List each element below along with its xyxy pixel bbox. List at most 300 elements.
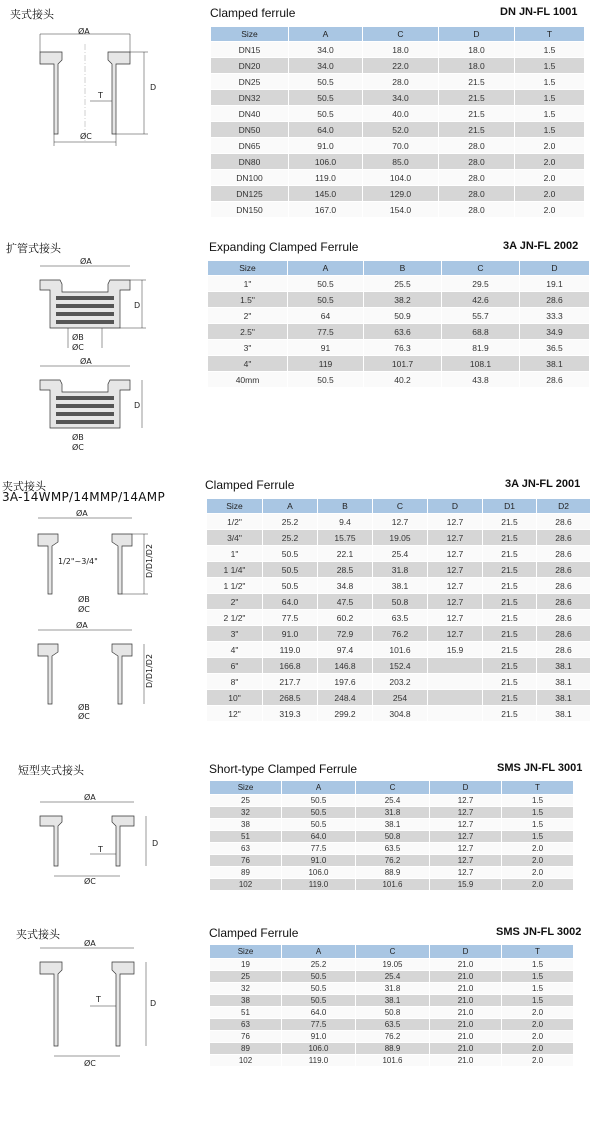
table-cell: 50.5 xyxy=(282,819,356,831)
table-cell: 25.2 xyxy=(263,514,318,530)
table-cell: 63 xyxy=(210,1019,282,1031)
table-cell: 8" xyxy=(207,674,263,690)
svg-text:ØA: ØA xyxy=(76,509,88,518)
table-cell: 72.9 xyxy=(318,626,373,642)
section4-title: Short-type Clamped Ferrule xyxy=(209,762,358,776)
col-header: Size xyxy=(211,27,289,42)
table-cell: 50.5 xyxy=(289,74,363,90)
table-cell: 101.6 xyxy=(373,642,428,658)
table-cell: 21.5 xyxy=(483,514,537,530)
table-cell: 21.5 xyxy=(483,674,537,690)
table-cell: 63.5 xyxy=(356,1019,430,1031)
table-cell: 21.5 xyxy=(439,122,515,138)
table-cell: 91.0 xyxy=(282,855,356,867)
table-cell: 81.9 xyxy=(442,340,520,356)
col-header: C xyxy=(442,261,520,276)
table-cell: DN20 xyxy=(211,58,289,74)
table-cell: 38.1 xyxy=(356,995,430,1007)
table-cell: 77.5 xyxy=(282,843,356,855)
table-cell: 12.7 xyxy=(430,867,502,879)
table-cell: 15.9 xyxy=(428,642,483,658)
col-header: D xyxy=(439,27,515,42)
table-cell: 55.7 xyxy=(442,308,520,324)
table-cell: 21.0 xyxy=(430,1031,502,1043)
table-cell: 21.5 xyxy=(483,530,537,546)
table-cell xyxy=(428,690,483,706)
section1-cn-title: 夹式接头 xyxy=(10,8,54,21)
table-cell: 1.5 xyxy=(502,807,574,819)
table-row xyxy=(211,106,585,122)
col-header: D xyxy=(430,781,502,795)
col-header: D xyxy=(430,945,502,959)
table-cell: 12.7 xyxy=(428,578,483,594)
table-cell: 50.5 xyxy=(288,372,364,388)
table-cell: 1.5 xyxy=(502,995,574,1007)
table-row xyxy=(208,276,590,292)
table-cell: 50.5 xyxy=(282,983,356,995)
table-cell: 28.6 xyxy=(537,514,591,530)
table-cell: 2.0 xyxy=(515,186,585,202)
table-cell: 18.0 xyxy=(439,42,515,58)
table-cell: 10" xyxy=(207,690,263,706)
table-cell: 88.9 xyxy=(356,867,430,879)
table-cell: 70.0 xyxy=(363,138,439,154)
table-cell: 38.1 xyxy=(537,658,591,674)
svg-text:D: D xyxy=(152,839,159,848)
table-row xyxy=(211,202,585,218)
table-cell: 25.4 xyxy=(356,795,430,807)
section1-title: Clamped ferrule xyxy=(210,6,296,20)
col-header: A xyxy=(282,781,356,795)
table-cell: 152.4 xyxy=(373,658,428,674)
table-cell: 33.3 xyxy=(520,308,590,324)
table-cell: 28.6 xyxy=(537,530,591,546)
table-row xyxy=(211,154,585,170)
table-cell: 63.5 xyxy=(373,610,428,626)
table-cell: 28.6 xyxy=(537,642,591,658)
table-cell: 6" xyxy=(207,658,263,674)
table-cell: 3" xyxy=(207,626,263,642)
section3-cn-subtitle: 3A-14WMP/14MMP/14AMP xyxy=(2,490,166,504)
table-cell: 68.8 xyxy=(442,324,520,340)
table-cell: 21.5 xyxy=(483,610,537,626)
table-header-row xyxy=(210,781,574,795)
dim-t-label: T xyxy=(98,91,103,100)
table-cell: 12.7 xyxy=(430,843,502,855)
table-cell: 97.4 xyxy=(318,642,373,658)
table-row xyxy=(208,372,590,388)
table-cell: 101.7 xyxy=(364,356,442,372)
table-cell xyxy=(428,706,483,722)
col-header: C xyxy=(356,945,430,959)
table-cell: 1.5 xyxy=(515,122,585,138)
table-cell: 2.0 xyxy=(502,1043,574,1055)
table-cell: 88.9 xyxy=(356,1043,430,1055)
section4-code: SMS JN-FL 3001 xyxy=(497,762,583,774)
table-cell: 319.3 xyxy=(263,706,318,722)
table-cell: 50.8 xyxy=(373,594,428,610)
table-cell: 38 xyxy=(210,819,282,831)
table-cell: 91.0 xyxy=(282,1031,356,1043)
table-cell: 77.5 xyxy=(288,324,364,340)
table-row xyxy=(211,74,585,90)
table-cell: 76.3 xyxy=(364,340,442,356)
table-cell: 47.5 xyxy=(318,594,373,610)
section4-cn-title: 短型夹式接头 xyxy=(18,764,84,777)
table-cell: 28.5 xyxy=(318,562,373,578)
table-header-row xyxy=(210,945,574,959)
table-cell: 28.0 xyxy=(439,186,515,202)
section4-table xyxy=(209,780,574,891)
svg-text:ØA: ØA xyxy=(80,257,92,266)
table-row xyxy=(208,340,590,356)
table-header-row xyxy=(207,499,591,514)
table-cell: 21.0 xyxy=(430,971,502,983)
table-cell: 50.8 xyxy=(356,1007,430,1019)
svg-text:ØB: ØB xyxy=(72,433,84,442)
table-cell: 12" xyxy=(207,706,263,722)
table-cell: 76.2 xyxy=(356,1031,430,1043)
col-header: D2 xyxy=(537,499,591,514)
svg-text:ØB: ØB xyxy=(78,595,90,604)
table-cell: 119.0 xyxy=(282,1055,356,1067)
col-header: D xyxy=(428,499,483,514)
table-row xyxy=(210,855,574,867)
table-cell: 1.5 xyxy=(515,90,585,106)
table-row xyxy=(208,324,590,340)
table-cell: 76 xyxy=(210,855,282,867)
table-cell: 38.1 xyxy=(537,706,591,722)
table-cell: 2.0 xyxy=(515,202,585,218)
table-row xyxy=(210,971,574,983)
table-cell: 304.8 xyxy=(373,706,428,722)
table-cell: 203.2 xyxy=(373,674,428,690)
svg-text:ØC: ØC xyxy=(72,443,84,452)
table-cell: 12.7 xyxy=(430,831,502,843)
table-cell: 21.5 xyxy=(439,106,515,122)
table-cell: 76 xyxy=(210,1031,282,1043)
table-cell: 19.05 xyxy=(373,530,428,546)
table-cell: 31.8 xyxy=(356,983,430,995)
table-cell: 21.0 xyxy=(430,995,502,1007)
table-cell: 1.5 xyxy=(515,58,585,74)
table-row xyxy=(207,626,591,642)
table-row xyxy=(211,170,585,186)
table-cell: 101.6 xyxy=(356,879,430,891)
col-header: D1 xyxy=(483,499,537,514)
table-cell: 15.9 xyxy=(430,879,502,891)
table-cell: 64.0 xyxy=(282,831,356,843)
table-cell: 50.5 xyxy=(282,795,356,807)
svg-text:ØC: ØC xyxy=(84,877,96,886)
table-cell: 22.0 xyxy=(363,58,439,74)
col-header: C xyxy=(356,781,430,795)
table-cell: 119.0 xyxy=(263,642,318,658)
table-row xyxy=(210,807,574,819)
table-cell: 12.7 xyxy=(430,795,502,807)
table-cell: 50.5 xyxy=(282,971,356,983)
table-cell: 12.7 xyxy=(428,626,483,642)
table-cell: 154.0 xyxy=(363,202,439,218)
table-cell: 22.1 xyxy=(318,546,373,562)
table-cell: 38.2 xyxy=(364,292,442,308)
table-cell: 119.0 xyxy=(289,170,363,186)
table-cell: 91.0 xyxy=(289,138,363,154)
section5-cn-title: 夹式接头 xyxy=(16,928,60,941)
table-cell: 34.9 xyxy=(520,324,590,340)
table-cell: 50.5 xyxy=(263,546,318,562)
table-cell: 64.0 xyxy=(282,1007,356,1019)
table-cell: 40.2 xyxy=(364,372,442,388)
table-cell: 9.4 xyxy=(318,514,373,530)
table-cell: 63.6 xyxy=(364,324,442,340)
table-cell: 91 xyxy=(288,340,364,356)
table-cell: 89 xyxy=(210,1043,282,1055)
table-cell: 50.5 xyxy=(282,807,356,819)
table-cell: DN50 xyxy=(211,122,289,138)
table-row xyxy=(210,843,574,855)
table-cell: 2.0 xyxy=(502,855,574,867)
table-cell: 28.6 xyxy=(520,292,590,308)
col-header: B xyxy=(318,499,373,514)
svg-text:1/2"~3/4": 1/2"~3/4" xyxy=(58,557,98,566)
table-header-row xyxy=(208,261,590,276)
svg-text:ØC: ØC xyxy=(72,343,84,352)
table-cell: 3/4" xyxy=(207,530,263,546)
dim-a-label: ØA xyxy=(78,27,90,36)
table-cell: 38.1 xyxy=(520,356,590,372)
section2-code: 3A JN-FL 2002 xyxy=(503,240,579,252)
expanding-ferrule-bottom xyxy=(40,356,142,452)
table-row xyxy=(211,122,585,138)
table-cell: 167.0 xyxy=(289,202,363,218)
section5-drawing xyxy=(30,936,180,1076)
table-cell: 50.5 xyxy=(263,578,318,594)
table-cell: 2.0 xyxy=(502,1007,574,1019)
table-cell: 217.7 xyxy=(263,674,318,690)
table-cell: 12.7 xyxy=(430,807,502,819)
table-cell: 1.5 xyxy=(515,106,585,122)
svg-text:ØA: ØA xyxy=(76,621,88,630)
section5-code: SMS JN-FL 3002 xyxy=(496,926,582,938)
table-cell: 119.0 xyxy=(282,879,356,891)
table-row xyxy=(210,819,574,831)
table-row xyxy=(210,1019,574,1031)
table-cell: 2.0 xyxy=(502,1019,574,1031)
table-cell: 2.0 xyxy=(502,1031,574,1043)
table-cell: 254 xyxy=(373,690,428,706)
section1-drawing xyxy=(30,22,180,152)
table-cell: 38.1 xyxy=(373,578,428,594)
table-cell: 34.8 xyxy=(318,578,373,594)
table-cell: 102 xyxy=(210,879,282,891)
table-cell: 12.7 xyxy=(428,610,483,626)
table-cell: 64.0 xyxy=(289,122,363,138)
table-cell: 1.5 xyxy=(502,819,574,831)
table-cell: 77.5 xyxy=(263,610,318,626)
table-cell: 21.5 xyxy=(483,594,537,610)
table-cell xyxy=(428,674,483,690)
table-cell: 197.6 xyxy=(318,674,373,690)
table-cell: 166.8 xyxy=(263,658,318,674)
table-cell: 32 xyxy=(210,983,282,995)
table-row xyxy=(211,186,585,202)
svg-text:T: T xyxy=(98,845,103,854)
section4-drawing xyxy=(30,790,180,890)
section2-title: Expanding Clamped Ferrule xyxy=(209,240,359,254)
table-cell: 12.7 xyxy=(373,514,428,530)
table-cell: 89 xyxy=(210,867,282,879)
table-row xyxy=(207,562,591,578)
table-cell: 106.0 xyxy=(289,154,363,170)
table-cell: 21.5 xyxy=(439,74,515,90)
svg-text:T: T xyxy=(96,995,101,1004)
section3-drawing xyxy=(28,508,188,720)
svg-text:ØA: ØA xyxy=(84,793,96,802)
table-cell: 146.8 xyxy=(318,658,373,674)
table-row xyxy=(211,42,585,58)
table-cell: 28.0 xyxy=(439,138,515,154)
table-cell: 38.1 xyxy=(537,690,591,706)
section2-table xyxy=(207,260,590,388)
col-header: A xyxy=(288,261,364,276)
table-cell: 76.2 xyxy=(356,855,430,867)
table-cell: 19 xyxy=(210,959,282,971)
col-header: A xyxy=(263,499,318,514)
table-cell: 1.5 xyxy=(515,42,585,58)
table-cell: 1.5 xyxy=(502,959,574,971)
table-cell: 25 xyxy=(210,795,282,807)
table-cell: 42.6 xyxy=(442,292,520,308)
table-cell: 32 xyxy=(210,807,282,819)
table-cell: 25.4 xyxy=(373,546,428,562)
table-cell: 91.0 xyxy=(263,626,318,642)
table-cell: 129.0 xyxy=(363,186,439,202)
table-row xyxy=(210,879,574,891)
col-header: Size xyxy=(208,261,288,276)
table-cell: 108.1 xyxy=(442,356,520,372)
svg-text:D/D1/D2: D/D1/D2 xyxy=(145,543,154,578)
table-cell: 50.8 xyxy=(356,831,430,843)
table-cell: 21.5 xyxy=(483,562,537,578)
table-row xyxy=(207,706,591,722)
table-cell: 85.0 xyxy=(363,154,439,170)
svg-text:D: D xyxy=(134,401,141,410)
table-cell: 31.8 xyxy=(373,562,428,578)
table-cell: 12.7 xyxy=(428,514,483,530)
table-cell: 2 1/2" xyxy=(207,610,263,626)
svg-text:D/D1/D2: D/D1/D2 xyxy=(145,653,154,688)
table-row xyxy=(211,90,585,106)
col-header: A xyxy=(282,945,356,959)
col-header: T xyxy=(502,945,574,959)
table-cell: 50.9 xyxy=(364,308,442,324)
section2-cn-title: 扩管式接头 xyxy=(6,242,61,255)
section3-cn-title: 夹式接头 xyxy=(2,480,46,493)
table-cell: 21.0 xyxy=(430,983,502,995)
table-cell: 64 xyxy=(288,308,364,324)
table-cell: 2.5" xyxy=(208,324,288,340)
col-header: C xyxy=(363,27,439,42)
table-header-row xyxy=(211,27,585,42)
table-cell: DN65 xyxy=(211,138,289,154)
table-cell: 38.1 xyxy=(356,819,430,831)
table-row xyxy=(208,292,590,308)
table-cell: 50.5 xyxy=(288,276,364,292)
table-cell: 12.7 xyxy=(428,562,483,578)
col-header: B xyxy=(364,261,442,276)
table-cell: 34.0 xyxy=(289,58,363,74)
table-cell: 50.5 xyxy=(282,995,356,1007)
dim-d-label: D xyxy=(150,83,157,92)
table-cell: 28.6 xyxy=(537,594,591,610)
table-cell: 21.5 xyxy=(483,546,537,562)
table-cell: 248.4 xyxy=(318,690,373,706)
table-cell: 34.0 xyxy=(289,42,363,58)
section3-title: Clamped Ferrule xyxy=(205,478,295,492)
table-cell: 21.5 xyxy=(483,658,537,674)
table-cell: 31.8 xyxy=(356,807,430,819)
table-cell: 21.0 xyxy=(430,1007,502,1019)
table-row xyxy=(211,58,585,74)
table-cell: 1" xyxy=(208,276,288,292)
table-cell: 268.5 xyxy=(263,690,318,706)
svg-text:D: D xyxy=(134,301,141,310)
table-cell: 50.5 xyxy=(288,292,364,308)
table-cell: 21.0 xyxy=(430,1055,502,1067)
table-cell: 40.0 xyxy=(363,106,439,122)
section5-table xyxy=(209,944,574,1067)
table-cell: 38.1 xyxy=(537,674,591,690)
table-cell: 21.5 xyxy=(483,690,537,706)
table-cell: 15.75 xyxy=(318,530,373,546)
table-cell: DN80 xyxy=(211,154,289,170)
table-row xyxy=(210,983,574,995)
table-cell: 51 xyxy=(210,831,282,843)
table-cell: 12.7 xyxy=(428,594,483,610)
table-cell: 4" xyxy=(208,356,288,372)
table-cell: 36.5 xyxy=(520,340,590,356)
table-row xyxy=(207,690,591,706)
table-cell: 50.5 xyxy=(289,90,363,106)
table-cell: 63 xyxy=(210,843,282,855)
table-cell: 101.6 xyxy=(356,1055,430,1067)
table-row xyxy=(210,959,574,971)
table-cell: 76.2 xyxy=(373,626,428,642)
clamped-ferrule-b xyxy=(38,620,154,720)
table-cell: 1 1/4" xyxy=(207,562,263,578)
table-cell xyxy=(428,658,483,674)
table-cell: 2.0 xyxy=(502,879,574,891)
table-cell: 2" xyxy=(207,594,263,610)
table-cell: 29.5 xyxy=(442,276,520,292)
table-row xyxy=(211,138,585,154)
table-cell: 21.0 xyxy=(430,1019,502,1031)
svg-text:ØA: ØA xyxy=(80,357,92,366)
table-cell: 102 xyxy=(210,1055,282,1067)
table-cell: 43.8 xyxy=(442,372,520,388)
table-cell: 77.5 xyxy=(282,1019,356,1031)
expanding-ferrule-top xyxy=(40,256,146,352)
col-header: Size xyxy=(210,781,282,795)
table-cell: 25.4 xyxy=(356,971,430,983)
table-cell: 21.5 xyxy=(483,626,537,642)
table-cell: 38 xyxy=(210,995,282,1007)
table-cell: 106.0 xyxy=(282,1043,356,1055)
col-header: A xyxy=(289,27,363,42)
table-cell: 28.0 xyxy=(439,170,515,186)
table-cell: 28.0 xyxy=(439,154,515,170)
